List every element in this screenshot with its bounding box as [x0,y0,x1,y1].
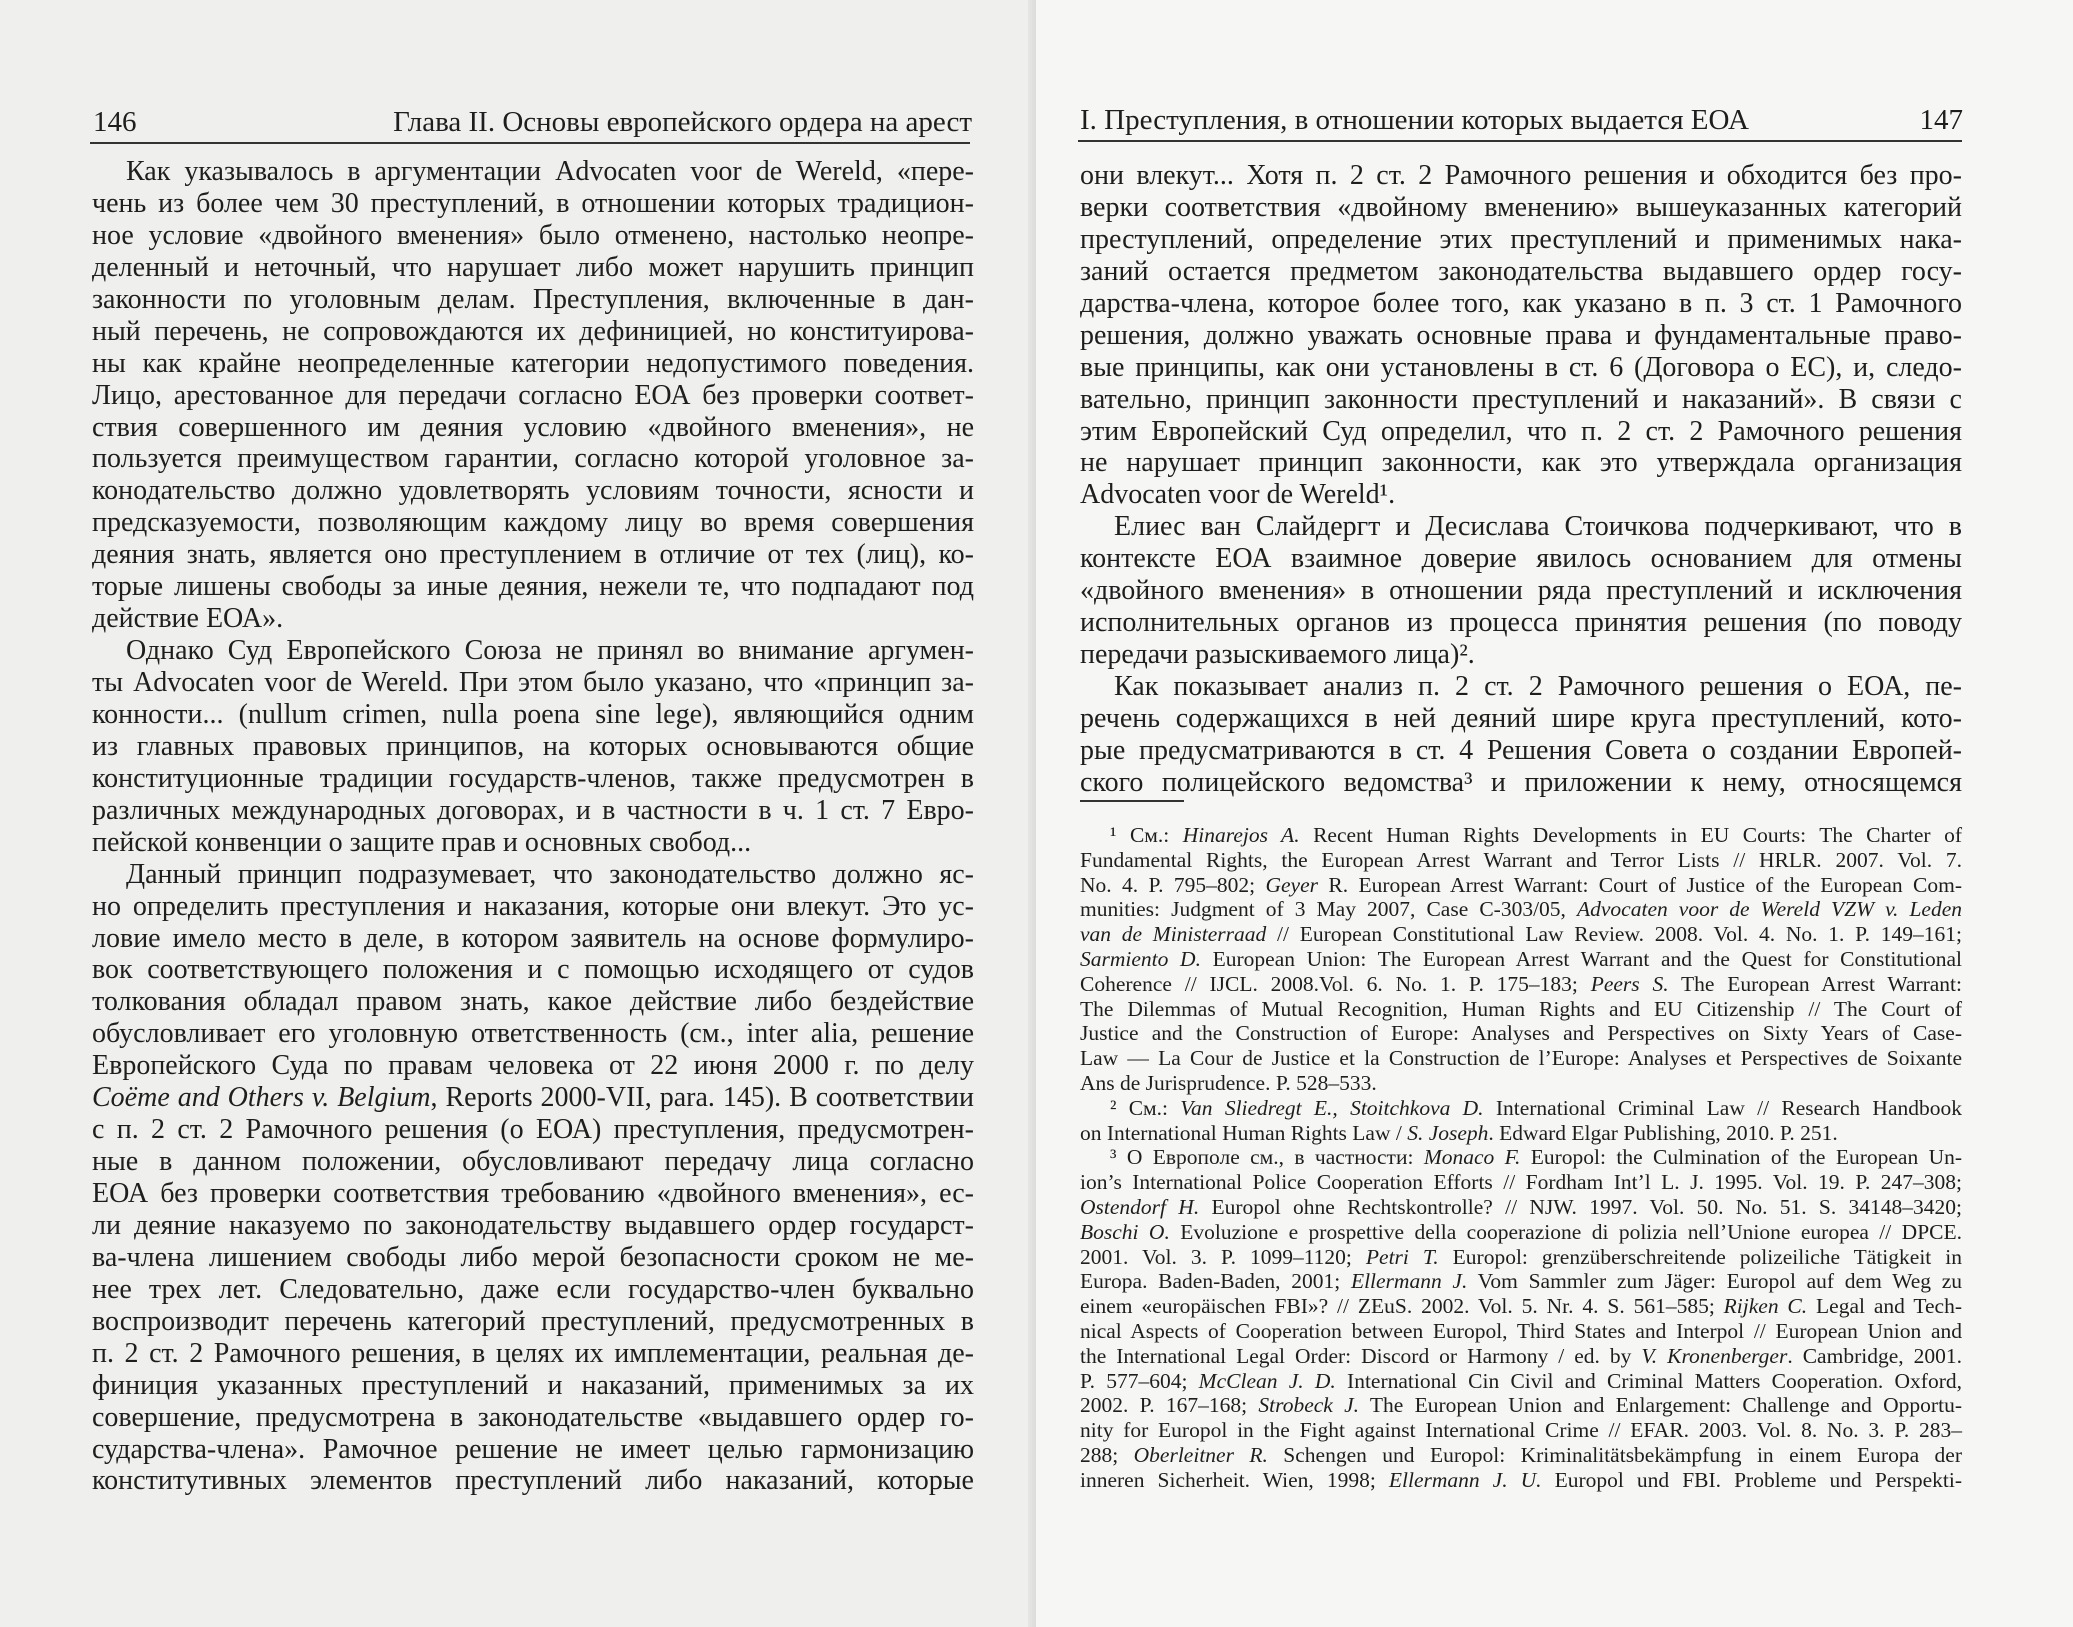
text-segment: вательно, принцип законности преступлений и наказаний». В связи с [1080,383,1962,415]
text-segment: ли деяние наказуемо по законодательству выдавшего ордер государст- [92,1209,974,1241]
italic-segment: V. Kronenberger [1641,1343,1788,1368]
left-page-body-text [92,156,974,1497]
text-line [92,667,974,699]
text-segment: пользуется преимуществом гарантии, согласно которой уголовное за- [92,443,974,475]
text-segment: п. 2 ст. 2 Рамочного решения, в целях их имплементации, реальная де- [92,1337,974,1369]
text-segment: on International Human Rights Law / [1080,1120,1408,1145]
footnote-line [1080,1245,1962,1270]
text-segment: Europa. Baden-Baden, 2001; [1080,1269,1351,1294]
text-segment: Лицо, арестованное для передачи согласно ЕОА без проверки соответ- [92,379,974,411]
text-line [92,220,974,252]
text-segment: обусловливает его уголовную ответственность (см., inter alia, решение [92,1018,974,1050]
text-segment: munities: Judgment of 3 May 2007, Case C-303/05, [1080,897,1577,922]
text-segment: ского полицейского ведомства³ и приложении к нему, относящемся [1080,766,1962,798]
italic-segment: Ostendorf H. [1080,1194,1200,1219]
italic-segment: Ellermann J. U. [1388,1467,1542,1492]
italic-segment: McClean J. D. [1198,1368,1336,1393]
text-segment: чень из более чем 30 преступлений, в отношении которых традицион- [92,187,974,219]
text-segment: Как показывает анализ п. 2 ст. 2 Рамочного решения о ЕОА, пе- [1114,671,1962,702]
text-segment: действие ЕОА». [92,603,284,635]
text-segment: ЕОА без проверки соответствия требованию «двойного вменения», ес- [92,1178,974,1209]
text-line [92,316,974,348]
footnote-line [1080,1220,1962,1245]
text-segment: ³ О Европоле см., в частности: [1110,1145,1424,1170]
text-segment: различных международных договорах, и в частности в ч. 1 ст. 7 Евро- [92,794,974,826]
text-segment: Europol: grenzüberschreitende polizeiliche Tätigkeit in [1438,1244,1962,1269]
footnote-line [1080,1344,1962,1369]
text-segment: , Reports 2000-VII, para. 145). В соответствии [430,1082,975,1114]
text-segment: Schengen und Europol: Kriminalitätsbekämpfung in einem Europa der [1267,1442,1962,1467]
text-segment: Advocaten voor de Wereld¹. [1080,479,1396,511]
text-segment: ¹ См.: [1110,823,1183,847]
text-line [1080,639,1962,671]
text-segment: ловие имело место в деле, в котором заявитель на основе формулиро- [92,922,974,954]
text-segment: из главных правовых принципов, на которых основываются общие [92,730,974,762]
text-segment: толкования обладал правом знать, какое действие либо бездействие [92,986,974,1018]
text-segment: конститутивных элементов преступлений либо наказаний, которые [92,1465,974,1497]
text-line [92,1210,974,1242]
italic-segment: Sarmiento D. [1080,946,1201,971]
text-segment: ное условие «двойного вменения» было отменено, настолько неопре- [92,219,974,251]
page-number: 146 [93,106,137,138]
text-segment: 288; [1080,1442,1134,1467]
text-line [92,859,974,891]
text-line [92,827,974,859]
footnote-line [1080,1046,1962,1071]
italic-segment: Ellermann J. [1350,1269,1468,1294]
text-segment: заний остается предметом законодательства выдавшего ордер госу- [1080,255,1962,287]
text-line [92,1434,974,1466]
text-line [92,252,974,284]
text-segment: . Cambridge, 2001. [1787,1343,1962,1368]
running-head: I. Преступления, в отношении которых выдается ЕОА [1080,104,1749,136]
footnote-separator [1080,800,1184,802]
text-line [92,1402,974,1434]
text-segment: Coherence // IJCL. 2008.Vol. 6. No. 1. P. 175–183; [1080,971,1591,996]
text-segment: No. 4. P. 795–802; [1080,872,1266,897]
italic-segment: Hinarejos A. [1182,823,1300,847]
footnote-line [1080,1443,1962,1468]
text-line [1080,511,1962,543]
text-segment: деленный и неточный, что нарушает либо может нарушить принцип [92,251,974,283]
text-line [92,891,974,923]
text-segment: вок соответствующего положения и с помощью исходящего от судов [92,954,974,986]
footnote-line [1080,1170,1962,1195]
footnote-line [1080,947,1962,972]
text-segment: ion’s International Police Cooperation Efforts // Fordham Int’l L. J. 1995. Vol. 19. P. 247–308; [1080,1170,1962,1195]
italic-segment: Boschi O. [1080,1219,1170,1244]
text-line [1080,224,1962,256]
text-segment: Legal and Tech- [1807,1294,1962,1319]
italic-segment: van de Ministerraad [1080,922,1267,947]
text-segment: этим Европейский Суд определил, что п. 2 ст. 2 Рамочного решения [1080,415,1962,447]
text-segment: Europol und FBI. Probleme und Perspekti- [1541,1467,1962,1492]
text-line [92,1306,974,1338]
text-segment: они влекут... Хотя п. 2 ст. 2 Рамочного решения и обходится без про- [1080,160,1962,191]
text-segment: 2001. Vol. 3. P. 1099–1120; [1080,1244,1366,1269]
footnote-line [1080,1418,1962,1443]
footnote-line [1080,1071,1962,1096]
text-line [1080,192,1962,224]
header-rule [1078,140,1962,142]
text-line [1080,703,1962,735]
text-segment: Europol: the Culmination of the European Un- [1520,1145,1963,1170]
text-segment: не нарушает принцип законности, как это утверждала организация [1080,447,1962,479]
italic-segment: Peers S. [1590,971,1669,996]
text-segment: Европейского Суда по правам человека от 22 июня 2000 г. по делу [92,1050,974,1082]
text-segment: . Edward Elgar Publishing, 2010. P. 251. [1488,1120,1838,1145]
text-line [1080,384,1962,416]
text-segment: Vom Sammler zum Jäger: Europol auf dem Weg zu [1467,1269,1962,1294]
text-segment: совершение, предусмотрена в законодательстве «выдавшего ордер го- [92,1401,974,1433]
text-segment: Как указывалось в аргументации Advocaten voor de Wereld, «пере- [126,156,974,187]
right-page-body-text [1080,160,1962,799]
text-line [1080,479,1962,511]
text-line [1080,288,1962,320]
text-line [92,986,974,1018]
text-segment: верки соответствия «двойному вменению» вышеуказанных категорий [1080,191,1962,223]
text-segment: преступлений, определение этих преступлений и применимых нака- [1080,223,1962,255]
italic-segment: Geyer [1265,872,1318,897]
text-line [92,412,974,444]
text-segment: сударства-члена». Рамочное решение не имеет целью гармонизацию [92,1433,974,1465]
text-line [92,1370,974,1402]
left-page [0,0,1036,1627]
header-rule [90,142,970,144]
text-segment: речень содержащихся в ней деяний шире круга преступлений, кото- [1080,702,1962,734]
text-line [1080,767,1962,799]
text-line [92,156,974,188]
text-segment: ны как крайне неопределенные категории недопустимого поведения. [92,347,974,379]
footnote-line [1080,972,1962,997]
text-line [92,539,974,571]
text-segment: the International Legal Order: Discord or Harmony / ed. by [1080,1343,1642,1368]
footnote-line [1080,1393,1962,1418]
text-segment: nical Aspects of Cooperation between Europol, Third States and Interpol // European Union and [1080,1318,1962,1343]
text-line [1080,256,1962,288]
text-segment: Ans de Jurisprudence. P. 528–533. [1080,1070,1377,1095]
text-segment: нее трех лет. Следовательно, даже если государство-член буквально [92,1273,974,1305]
text-line [92,1050,974,1082]
footnote-line [1080,997,1962,1022]
text-segment: торые лишены свободы за иные деяния, нежели те, что подпадают под [92,571,974,603]
text-line [92,1242,974,1274]
text-segment: «двойного вменения» в отношении ряда преступлений и исключения [1080,575,1962,607]
text-segment: с п. 2 ст. 2 Рамочного решения (о ЕОА) преступления, предусмотрен- [92,1114,974,1146]
text-segment: einem «europäischen FBI»? // ZEuS. 2002. Vol. 5. Nr. 4. S. 561–585; [1080,1294,1724,1319]
text-line [92,348,974,380]
text-segment: International Criminal Law // Research Handbook [1483,1095,1962,1120]
text-line [92,571,974,603]
text-line [92,923,974,955]
text-segment: Fundamental Rights, the European Arrest Warrant and Terror Lists // HRLR. 2007. Vol. 7. [1080,847,1962,872]
footnote-line [1080,873,1962,898]
text-line [92,1178,974,1210]
footnote-line [1080,1294,1962,1319]
text-line [92,763,974,795]
text-line [92,699,974,731]
text-segment: The European Arrest Warrant: [1668,971,1962,996]
text-line [92,954,974,986]
text-segment: Europol ohne Rechtskontrolle? // NJW. 1997. Vol. 50. No. 51. S. 34148–3420; [1199,1194,1963,1219]
text-segment: конституционные традиции государств-членов, также предусмотрен в [92,762,974,794]
footnote-line [1080,1269,1962,1294]
text-segment: воспроизводит перечень категорий преступлений, предусмотренных в [92,1305,974,1337]
text-segment: рые предусматриваются в ст. 4 Решения Совета о создании Европей- [1080,734,1962,766]
text-line [1080,447,1962,479]
text-segment: Justice and the Construction of Europe: Analyses and Perspectives on Sixty Years of Case- [1080,1021,1962,1046]
text-line [92,1018,974,1050]
text-line [1080,160,1962,192]
text-segment: inneren Sicherheit. Wien, 1998; [1080,1467,1389,1492]
text-line [92,1465,974,1497]
text-segment: ные в данном положении, обусловливают передачу лица согласно [92,1146,974,1178]
text-line [1080,416,1962,448]
text-line [92,380,974,412]
text-segment: финиция указанных преступлений и наказаний, применимых за их [92,1369,974,1401]
text-line [92,284,974,316]
text-line [92,731,974,763]
text-segment: вые принципы, как они установлены в ст. 6 (Договора о ЕС), и, следо- [1080,351,1962,383]
text-segment: конности... (nullum crimen, nulla poena sine lege), являющийся одним [92,698,974,730]
text-line [92,507,974,539]
text-segment: ный перечень, не сопровождаются их дефиницией, но конституирова- [92,315,974,347]
text-line [92,795,974,827]
text-segment: Recent Human Rights Developments in EU Courts: The Charter of [1299,823,1962,847]
text-line [92,1146,974,1178]
italic-segment: Petri T. [1365,1244,1439,1269]
italic-segment: S. Joseph [1407,1120,1489,1145]
text-segment: дарства-члена, которое более того, как указано в п. 3 ст. 1 Рамочного [1080,287,1962,319]
text-segment: Однако Суд Европейского Союза не принял во внимание аргумен- [126,635,974,667]
italic-segment: Van Sliedregt E., Stoitchkova D. [1180,1095,1484,1120]
text-line [1080,352,1962,384]
running-head: Глава II. Основы европейского ордера на арест [393,106,972,138]
footnote-line [1080,1145,1962,1170]
footnote-line [1080,1195,1962,1220]
footnotes [1080,823,1962,1493]
text-segment: передачи разыскиваемого лица)². [1080,639,1475,671]
footnote-line [1080,1369,1962,1394]
footnote-line [1080,1096,1962,1121]
right-page [1036,0,2073,1627]
italic-segment: Strobeck J. [1258,1393,1360,1418]
text-segment: пейской конвенции о защите прав и основных свобод... [92,826,752,858]
text-line [1080,575,1962,607]
footnote-line [1080,897,1962,922]
text-line [92,1338,974,1370]
text-segment: R. European Arrest Warrant: Court of Justice of the European Com- [1318,872,1962,897]
text-segment: деяния знать, является оно преступлением в отличие от тех (лиц), ко- [92,539,974,571]
italic-segment: Oberleitner R. [1133,1442,1268,1467]
text-line [1080,543,1962,575]
text-line [92,1274,974,1306]
italic-segment: Rijken C. [1723,1294,1808,1319]
footnote-line [1080,922,1962,947]
text-line [92,475,974,507]
text-line [1080,607,1962,639]
text-segment: ствия совершенного им деяния условию «двойного вменения», не [92,411,974,443]
text-segment: nity for Europol in the Fight against International Crime // EFAR. 2003. Vol. 8. No. 3. P. 283– [1080,1418,1962,1443]
text-segment: исполнительных органов из процесса принятия решения (по поводу [1080,607,1962,639]
text-segment: 2002. P. 167–168; [1080,1393,1259,1418]
text-segment: Елиес ван Слайдергт и Десислава Стоичкова подчеркивают, что в [1114,511,1962,543]
text-segment: конодательство должно удовлетворять условиям точности, ясности и [92,475,974,507]
text-line [92,635,974,667]
footnote-line [1080,823,1962,848]
text-segment: European Union: The European Arrest Warrant and the Quest for Constitutional [1200,946,1962,971]
footnote-line [1080,1121,1962,1146]
footnote-line [1080,1468,1962,1493]
text-line [1080,320,1962,352]
text-segment: ва-члена лишением свободы либо мерой безопасности сроком не ме- [92,1241,974,1273]
text-line [1080,671,1962,703]
page-number: 147 [1919,104,1963,136]
footnote-line [1080,848,1962,873]
footnote-line [1080,1319,1962,1344]
italic-segment: Advocaten voor de Wereld VZW v. Leden [1577,897,1963,922]
text-line [1080,735,1962,767]
text-segment: ² См.: [1110,1095,1181,1120]
text-segment: контексте ЕОА взаимное доверие явилось основанием для отмены [1080,543,1962,575]
italic-segment: Coëme and Others v. Belgium [92,1082,431,1114]
text-segment: Evoluzione e prospettive della cooperazione di polizia nell’Unione europea // DPCE. [1169,1219,1963,1244]
text-segment: законности по уголовным делам. Преступления, включенные в дан- [92,283,974,315]
text-line [92,1114,974,1146]
text-line [92,443,974,475]
text-line [92,1082,974,1114]
text-line [92,188,974,220]
text-segment: International Cin Civil and Criminal Matters Cooperation. Oxford, [1335,1368,1962,1393]
text-segment: Данный принцип подразумевает, что законодательство должно яс- [126,858,974,890]
italic-segment: Monaco F. [1423,1145,1521,1170]
text-segment: но определить преступления и наказания, которые они влекут. Это ус- [92,890,974,922]
text-segment: ты Advocaten voor de Wereld. При этом было указано, что «принцип за- [92,667,974,698]
text-segment: предсказуемости, позволяющим каждому лицу во время совершения [92,507,974,539]
footnote-line [1080,1021,1962,1046]
text-segment: // European Constitutional Law Review. 2008. Vol. 4. No. 1. P. 149–161; [1266,922,1963,947]
text-segment: The European Union and Enlargement: Challenge and Opportu- [1359,1393,1962,1418]
text-line [92,603,974,635]
text-segment: Law — La Cour de Justice et la Construction de l’Europe: Analyses et Perspectives de Soixante [1080,1046,1962,1071]
text-segment: P. 577–604; [1080,1368,1199,1393]
text-segment: The Dilemmas of Mutual Recognition, Human Rights and EU Citizenship // The Court of [1080,996,1962,1021]
text-segment: решения, должно уважать основные права и фундаментальные право- [1080,319,1962,351]
